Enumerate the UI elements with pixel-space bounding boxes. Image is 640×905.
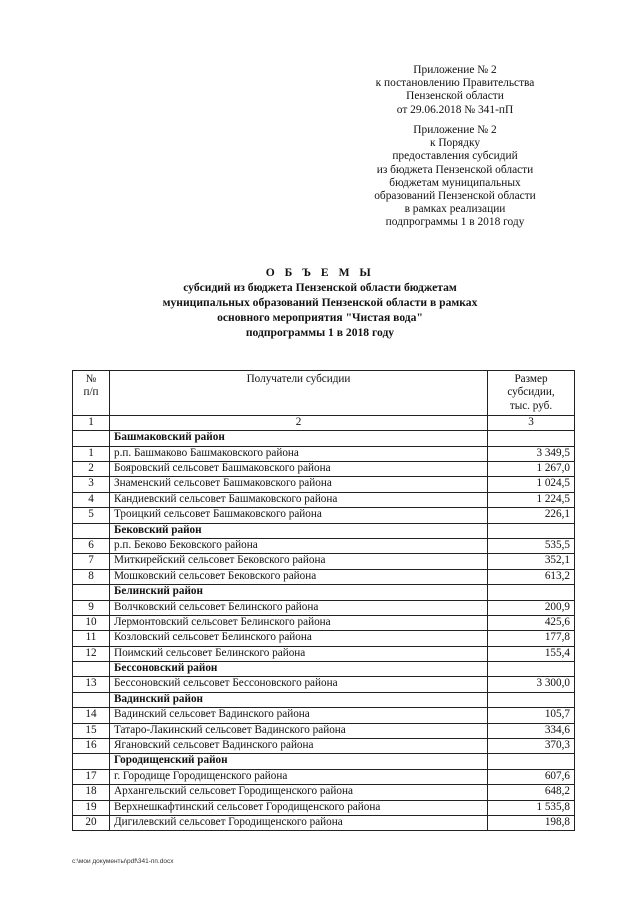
subsidy-amount: 105,7: [488, 708, 575, 723]
table-row: [73, 769, 575, 784]
header-number-line: №: [85, 373, 97, 385]
row-number: 18: [73, 785, 110, 800]
header-number: [73, 371, 110, 416]
subsidy-amount: 334,6: [488, 723, 575, 738]
table-header-row: [73, 371, 575, 416]
subsidy-amount: 1 535,8: [488, 800, 575, 815]
empty-cell: [73, 523, 110, 538]
empty-cell: [488, 431, 575, 446]
table-body: [73, 431, 575, 831]
subsidy-amount: 1 267,0: [488, 462, 575, 477]
subsidy-amount: 425,6: [488, 615, 575, 630]
appendix-line: от 29.06.2018 № 341-пП: [396, 103, 514, 116]
district-row: [73, 754, 575, 769]
recipient-name: Верхнешкафтинский сельсовет Городищенского района: [110, 800, 488, 815]
recipient-name: г. Городище Городищенского района: [110, 769, 488, 784]
recipient-name: Волчковский сельсовет Белинского района: [110, 600, 488, 615]
table-row: [73, 477, 575, 492]
table-row: [73, 462, 575, 477]
district-name: Белинский район: [110, 585, 488, 600]
table-row: [73, 615, 575, 630]
subsidy-amount: 607,6: [488, 769, 575, 784]
title-line: основного мероприятия "Чистая вода": [217, 311, 423, 324]
row-number: 2: [73, 462, 110, 477]
table-row: [73, 800, 575, 815]
appendix-line: бюджетам муниципальных: [389, 176, 521, 189]
column-index: 2: [110, 416, 488, 431]
header-number-line: п/п: [83, 386, 99, 399]
subsidy-amount: 3 300,0: [488, 677, 575, 692]
table-row: [73, 554, 575, 569]
row-number: 13: [73, 677, 110, 692]
empty-cell: [73, 431, 110, 446]
appendix-line: Приложение № 2: [413, 64, 497, 76]
table-row: [73, 446, 575, 461]
appendix-order: [330, 124, 580, 230]
subsidy-amount: 226,1: [488, 508, 575, 523]
table-row: [73, 631, 575, 646]
row-number: 16: [73, 739, 110, 754]
subsidy-amount: 352,1: [488, 554, 575, 569]
recipient-name: Кандиевский сельсовет Башмаковского района: [110, 492, 488, 507]
row-number: 14: [73, 708, 110, 723]
row-number: 3: [73, 477, 110, 492]
title-line: подпрограммы 1 в 2018 году: [245, 326, 395, 339]
empty-cell: [73, 585, 110, 600]
table-row: [73, 600, 575, 615]
row-number: 7: [73, 554, 110, 569]
table-row: [73, 815, 575, 830]
recipient-name: Козловский сельсовет Белинского района: [110, 631, 488, 646]
appendix-line: в рамках реализации: [404, 203, 506, 216]
header-recipient: Получатели субсидии: [110, 371, 488, 416]
header-amount-line: субсидии,: [507, 386, 555, 399]
district-row: [73, 523, 575, 538]
row-number: 20: [73, 815, 110, 830]
empty-cell: [488, 523, 575, 538]
subsidy-amount: 613,2: [488, 569, 575, 584]
empty-cell: [73, 662, 110, 677]
district-name: Бессоновский район: [110, 662, 488, 677]
appendix-line: образований Пензенской области: [374, 190, 536, 203]
appendix-line: к Порядку: [429, 137, 481, 150]
appendix-government-decree: [330, 64, 580, 117]
row-number: 12: [73, 646, 110, 661]
column-index-row: [73, 416, 575, 431]
recipient-name: Дигилевский сельсовет Городищенского района: [110, 815, 488, 830]
table-row: [73, 538, 575, 553]
appendix-line: подпрограммы 1 в 2018 году: [385, 216, 525, 229]
subsidy-amount: 370,3: [488, 739, 575, 754]
appendix-line: Приложение № 2: [413, 124, 497, 136]
appendix-line: из бюджета Пензенской области: [376, 163, 534, 176]
subsidy-amount: 1 224,5: [488, 492, 575, 507]
appendix-line: к постановлению Правительства: [375, 77, 535, 90]
title-line: субсидий из бюджета Пензенской области бюджетам: [183, 281, 457, 294]
row-number: 5: [73, 508, 110, 523]
subsidy-amount: 198,8: [488, 815, 575, 830]
district-name: Бековский район: [110, 523, 488, 538]
title-heading: О Б Ъ Е М Ы: [265, 266, 375, 279]
empty-cell: [488, 692, 575, 707]
recipient-name: р.п. Башмаково Башмаковского района: [110, 446, 488, 461]
district-name: Вадинский район: [110, 692, 488, 707]
header-amount: [488, 371, 575, 416]
header-amount-line: Размер: [514, 373, 548, 385]
table-row: [73, 508, 575, 523]
column-index: 1: [73, 416, 110, 431]
row-number: 1: [73, 446, 110, 461]
recipient-name: Вадинский сельсовет Вадинского района: [110, 708, 488, 723]
empty-cell: [488, 662, 575, 677]
recipient-name: Лермонтовский сельсовет Белинского района: [110, 615, 488, 630]
table-row: [73, 708, 575, 723]
row-number: 8: [73, 569, 110, 584]
row-number: 4: [73, 492, 110, 507]
empty-cell: [73, 692, 110, 707]
recipient-name: р.п. Беково Бековского района: [110, 538, 488, 553]
district-row: [73, 662, 575, 677]
row-number: 19: [73, 800, 110, 815]
subsidy-amount: 200,9: [488, 600, 575, 615]
subsidy-amount: 155,4: [488, 646, 575, 661]
table-row: [73, 646, 575, 661]
district-row: [73, 431, 575, 446]
document-title: [110, 265, 530, 340]
district-row: [73, 692, 575, 707]
recipient-name: Поимский сельсовет Белинского района: [110, 646, 488, 661]
table-row: [73, 492, 575, 507]
district-name: Башмаковский район: [110, 431, 488, 446]
subsidy-amount: 648,2: [488, 785, 575, 800]
table-row: [73, 677, 575, 692]
subsidy-amount: 3 349,5: [488, 446, 575, 461]
recipient-name: Татаро-Лакинский сельсовет Вадинского района: [110, 723, 488, 738]
empty-cell: [488, 754, 575, 769]
recipient-name: Бояровский сельсовет Башмаковского района: [110, 462, 488, 477]
row-number: 15: [73, 723, 110, 738]
recipient-name: Знаменский сельсовет Башмаковского района: [110, 477, 488, 492]
table-row: [73, 739, 575, 754]
title-line: муниципальных образований Пензенской области в рамках: [162, 296, 478, 309]
row-number: 10: [73, 615, 110, 630]
file-path-footer: c:\мои документы\pdf\341-пп.docx: [72, 858, 174, 865]
table-row: [73, 785, 575, 800]
header-amount-line: тыс. руб.: [509, 399, 553, 412]
recipient-name: Миткирейский сельсовет Бековского района: [110, 554, 488, 569]
table-row: [73, 723, 575, 738]
recipient-name: Бессоновский сельсовет Бессоновского района: [110, 677, 488, 692]
recipient-name: Мошковский сельсовет Бековского района: [110, 569, 488, 584]
subsidy-amount: 535,5: [488, 538, 575, 553]
empty-cell: [73, 754, 110, 769]
district-row: [73, 585, 575, 600]
appendix-line: предоставления субсидий: [392, 150, 518, 163]
subsidy-amount: 177,8: [488, 631, 575, 646]
recipient-name: Архангельский сельсовет Городищенского района: [110, 785, 488, 800]
empty-cell: [488, 585, 575, 600]
row-number: 9: [73, 600, 110, 615]
subsidies-table: [72, 370, 575, 831]
recipient-name: Ягановский сельсовет Вадинского района: [110, 739, 488, 754]
district-name: Городищенский район: [110, 754, 488, 769]
recipient-name: Троицкий сельсовет Башмаковского района: [110, 508, 488, 523]
column-index: 3: [488, 416, 575, 431]
appendix-line: Пензенской области: [406, 90, 504, 103]
row-number: 11: [73, 631, 110, 646]
row-number: 6: [73, 538, 110, 553]
row-number: 17: [73, 769, 110, 784]
subsidy-amount: 1 024,5: [488, 477, 575, 492]
table-row: [73, 569, 575, 584]
